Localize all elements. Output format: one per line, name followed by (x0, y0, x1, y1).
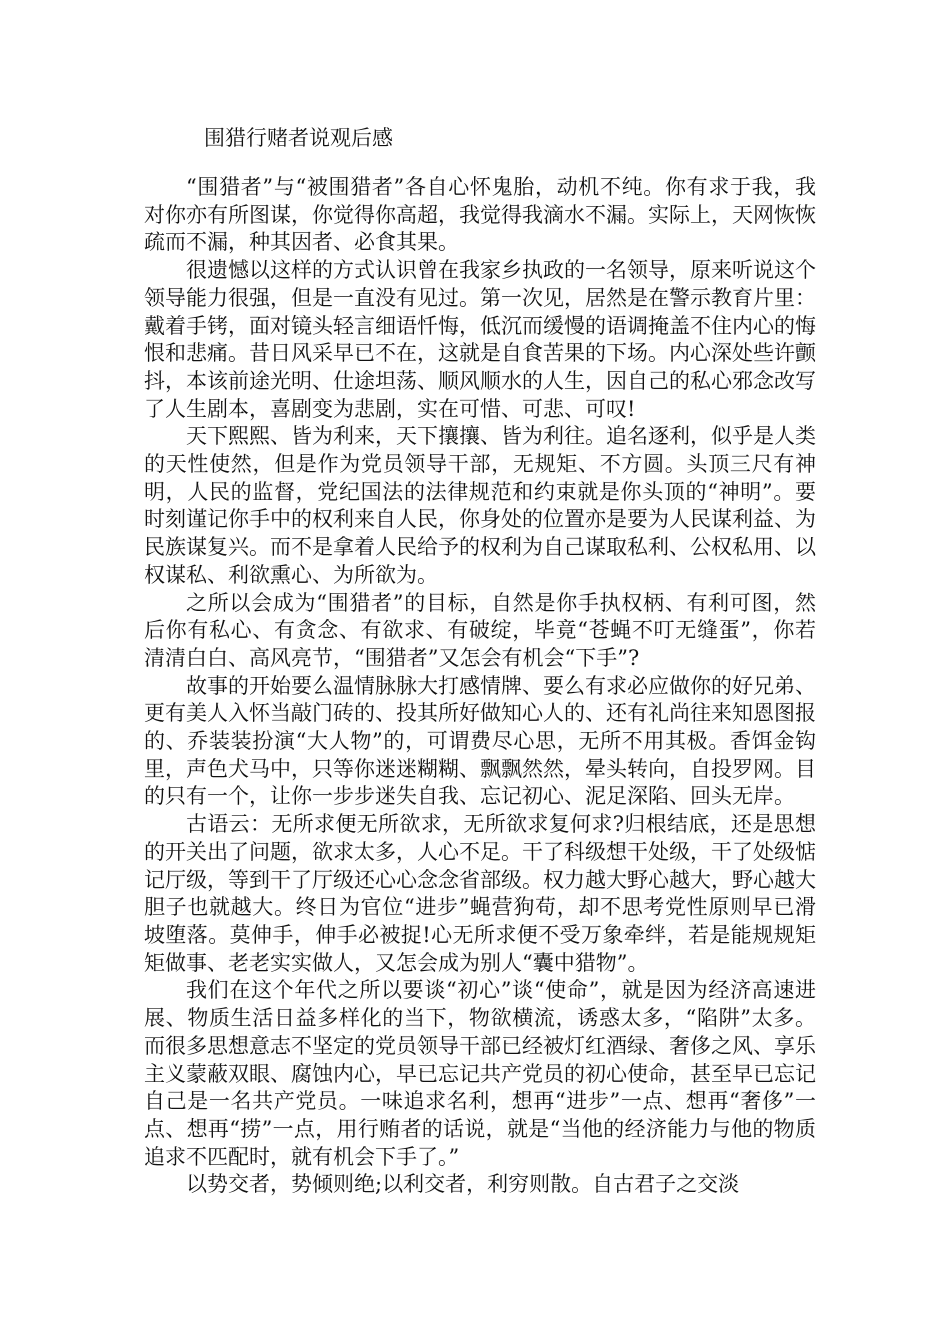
paragraph: 很遗憾以这样的方式认识曾在我家乡执政的一名领导，原来听说这个领导能力很强，但是一直没有见过。第一次见，居然是在警示教育片里：戴着手铐，面对镜头轻言细语忏悔，低沉而缓慢的语调掩盖不住内心的悔恨和悲痛。昔日风采早已不在，这就是自食苦果的下场。内心深处些许颤抖，本该前途光明、仕途坦荡、顺风顺水的人生，因自己的私心邪念改写了人生剧本，喜剧变为悲剧，实在可惜、可悲、可叹! (144, 258, 816, 421)
paragraph: 故事的开始要么温情脉脉大打感情牌、要么有求必应做你的好兄弟、更有美人入怀当敲门砖的、投其所好做知心人的、还有礼尚往来知恩图报的、乔装装扮演“大人物”的，可谓费尽心思，无所不用其极。香饵金钩里，声色犬马中，只等你迷迷糊糊、飘飘然然，晕头转向，自投罗网。目的只有一个，让你一步步迷失自我、忘记初心、泥足深陷、回头无岸。 (144, 673, 816, 809)
paragraph: 我们在这个年代之所以要谈“初心”谈“使命”，就是因为经济高速进展、物质生活日益多样化的当下，物欲横流，诱惑太多，“陷阱”太多。而很多思想意志不坚定的党员领导干部已经被灯红酒绿、奢侈之风、享乐主义蒙蔽双眼、腐蚀内心，早已忘记共产党员的初心使命，甚至早已忘记自己是一名共产党员。一味追求名利，想再“进步”一点、想再“奢侈”一点、想再“捞”一点，用行贿者的话说，就是“当他的经济能力与他的物质追求不匹配时，就有机会下手了。” (144, 978, 816, 1169)
paragraph: 以势交者，势倾则绝;以利交者，利穷则散。自古君子之交淡 (186, 1172, 740, 1197)
paragraph: 之所以会成为“围猎者”的目标，自然是你手执权柄、有利可图，然后你有私心、有贪念、有欲求、有破绽，毕竟“苍蝇不叮无缝蛋”，你若清清白白、高风亮节，“围猎者”又怎会有机会“下手”? (144, 590, 816, 670)
document-body (144, 174, 816, 1199)
paragraph: 天下熙熙、皆为利来，天下攘攘、皆为利往。追名逐利，似乎是人类的天性使然，但是作为党员领导干部，无规矩、不方圆。头顶三尺有神明，人民的监督，党纪国法的法律规范和约束就是你头顶的“神明”。要时刻谨记你手中的权利来自人民，你身处的位置亦是要为人民谋利益、为民族谋复兴。而不是拿着人民给予的权利为自己谋取私利、公权私用、以权谋私、利欲熏心、为所欲为。 (144, 424, 816, 587)
paragraph: “围猎者”与“被围猎者”各自心怀鬼胎，动机不纯。你有求于我，我对你亦有所图谋，你觉得你高超，我觉得我滴水不漏。实际上，天网恢恢疏而不漏，种其因者、必食其果。 (144, 175, 816, 255)
paragraph: 古语云：无所求便无所欲求，无所欲求复何求?归根结底，还是思想的开关出了问题，欲求太多，人心不足。干了科级想干处级，干了处级惦记厅级，等到干了厅级还心心念念省部级。权力越大野心越大，野心越大胆子也就越大。终日为官位“进步”蝇营狗苟，却不思考党性原则早已滑坡堕落。莫伸手，伸手必被捉!心无所求便不受万象牵绊，若是能规规矩矩做事、老老实实做人，又怎会成为别人“囊中猎物”。 (144, 812, 816, 975)
document-title: 围猎行赌者说观后感 (204, 126, 393, 150)
